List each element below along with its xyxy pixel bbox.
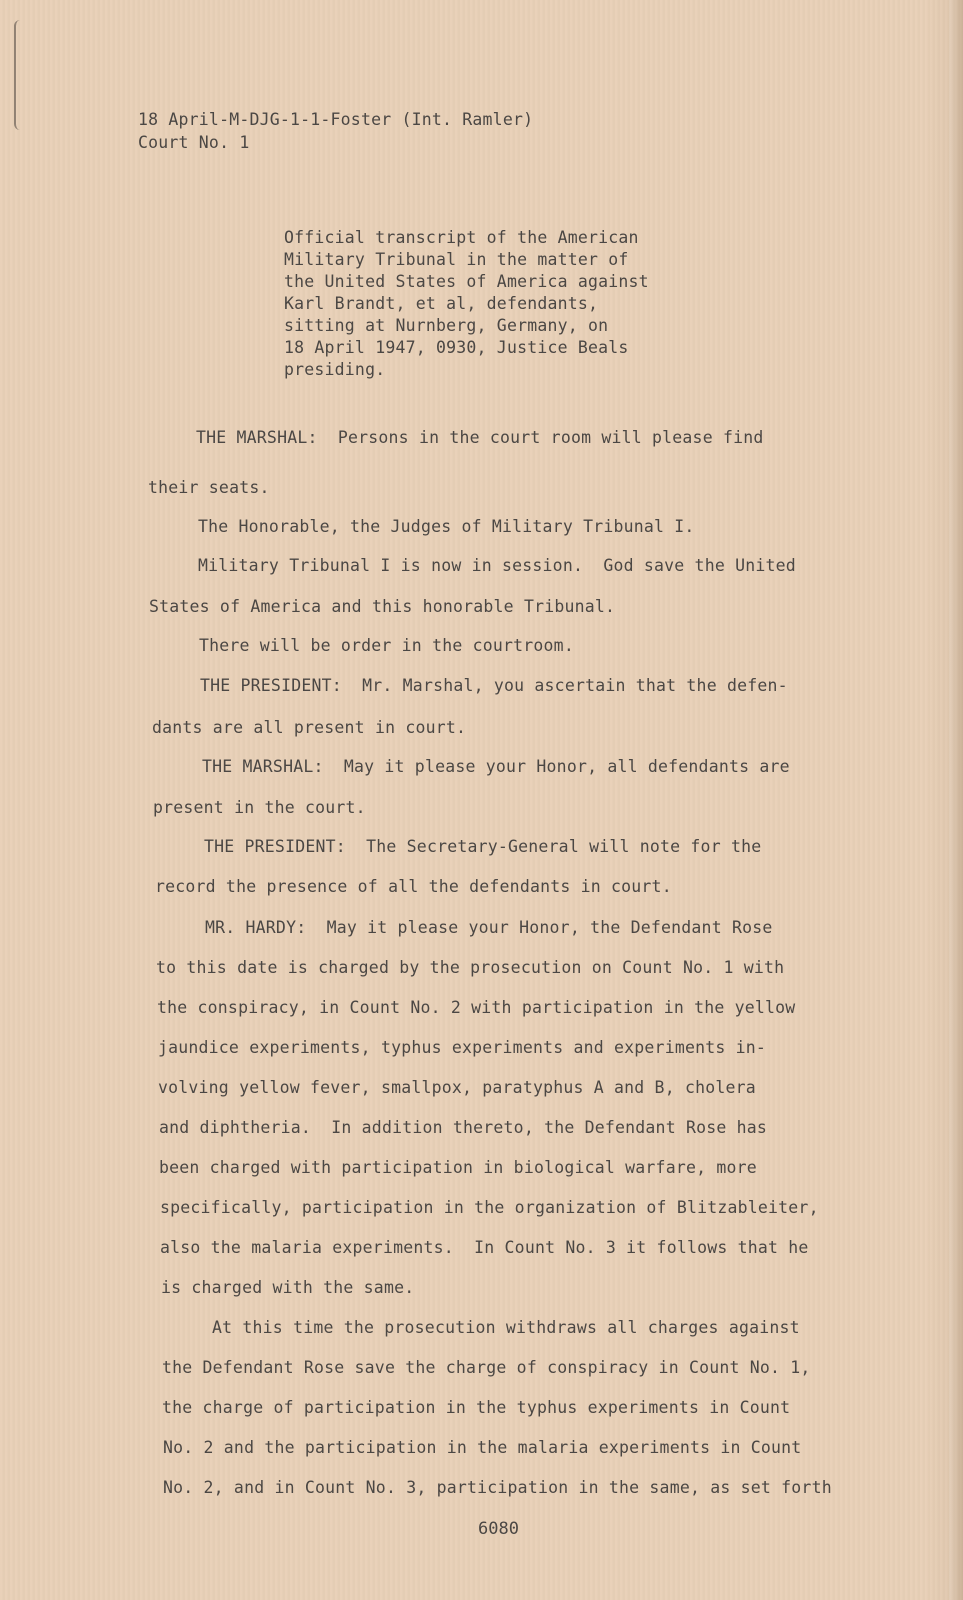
body-line: record the presence of all the defendants in court. xyxy=(155,877,672,896)
abstract-line: Official transcript of the American xyxy=(284,228,639,247)
body-line: The Honorable, the Judges of Military Tribunal I. xyxy=(198,517,695,536)
header-line-2: Court No. 1 xyxy=(138,133,250,152)
body-line: specifically, participation in the organization of Blitzableiter, xyxy=(160,1198,819,1217)
page-number: 6080 xyxy=(478,1519,519,1539)
body-line: THE PRESIDENT: Mr. Marshal, you ascertain that the defen- xyxy=(200,676,788,695)
body-line: States of America and this honorable Tribunal. xyxy=(149,597,616,616)
body-line: their seats. xyxy=(148,478,270,497)
body-line: THE PRESIDENT: The Secretary-General will note for the xyxy=(204,837,762,856)
body-line: jaundice experiments, typhus experiments and experiments in- xyxy=(158,1038,767,1057)
abstract-line: presiding. xyxy=(284,360,386,379)
body-line: also the malaria experiments. In Count No. 3 it follows that he xyxy=(160,1238,809,1257)
abstract-line: the United States of America against xyxy=(284,272,649,291)
body-line: present in the court. xyxy=(153,798,366,817)
body-line: No. 2, and in Count No. 3, participation in the same, as set forth xyxy=(163,1478,832,1497)
abstract-line: sitting at Nurnberg, Germany, on xyxy=(284,316,609,335)
body-line: THE MARSHAL: May it please your Honor, all defendants are xyxy=(202,757,790,776)
abstract-line: Military Tribunal in the matter of xyxy=(284,250,629,269)
body-line: Military Tribunal I is now in session. God save the United xyxy=(198,556,796,575)
body-line: is charged with the same. xyxy=(161,1278,415,1297)
body-line: been charged with participation in biological warfare, more xyxy=(159,1158,757,1177)
body-line: dants are all present in court. xyxy=(152,718,467,737)
body-line: the charge of participation in the typhus experiments in Count xyxy=(162,1398,791,1417)
body-line: MR. HARDY: May it please your Honor, the Defendant Rose xyxy=(205,918,773,937)
body-line: the conspiracy, in Count No. 2 with participation in the yellow xyxy=(157,998,796,1017)
body-line: No. 2 and the participation in the malaria experiments in Count xyxy=(163,1438,802,1457)
abstract-line: Karl Brandt, et al, defendants, xyxy=(284,294,599,313)
body-line: to this date is charged by the prosecution on Count No. 1 with xyxy=(156,958,785,977)
torn-edge-mark xyxy=(14,20,24,130)
body-line: and diphtheria. In addition thereto, the Defendant Rose has xyxy=(159,1118,768,1137)
body-line: At this time the prosecution withdraws all charges against xyxy=(212,1318,800,1337)
body-line: volving yellow fever, smallpox, paratyphus A and B, cholera xyxy=(158,1078,756,1097)
body-line: There will be order in the courtroom. xyxy=(199,636,574,655)
abstract-line: 18 April 1947, 0930, Justice Beals xyxy=(284,338,629,357)
page-edge-shadow xyxy=(949,0,963,1600)
header-line-1: 18 April-M-DJG-1-1-Foster (Int. Ramler) xyxy=(138,110,534,129)
body-line: the Defendant Rose save the charge of conspiracy in Count No. 1, xyxy=(162,1358,811,1377)
body-line: THE MARSHAL: Persons in the court room will please find xyxy=(196,428,764,447)
